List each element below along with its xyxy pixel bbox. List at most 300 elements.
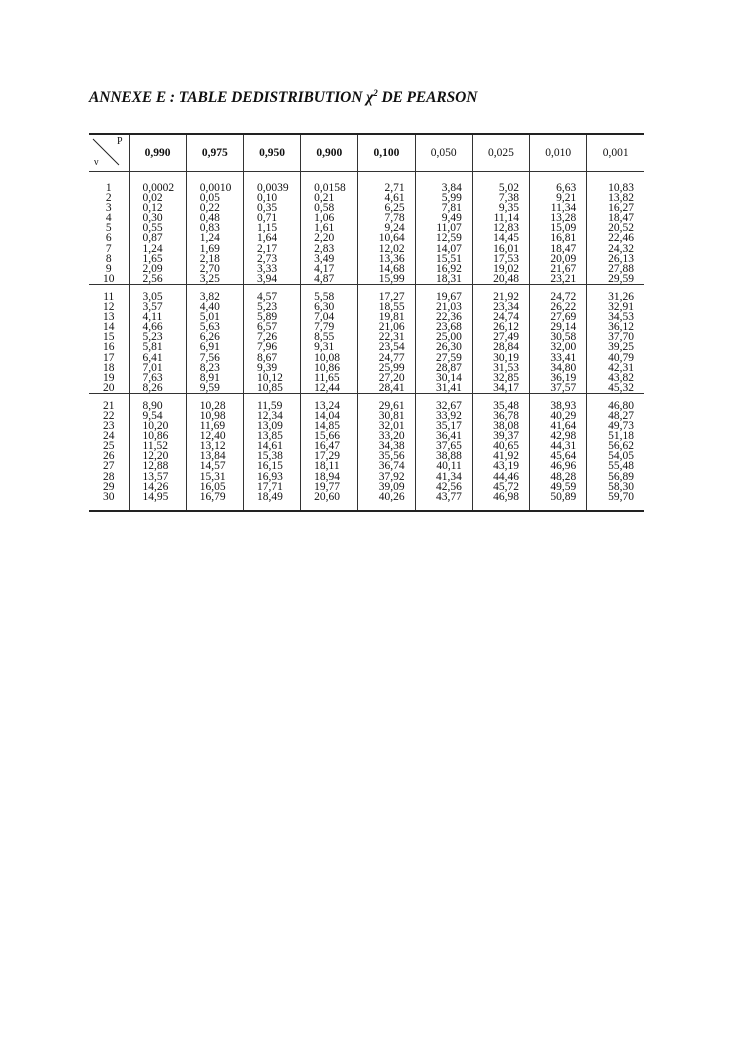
degrees-of-freedom-cell: 20 xyxy=(103,381,115,394)
table-cell: 35,17 xyxy=(415,421,472,431)
table-cell: 49,59 xyxy=(530,482,587,492)
table-cell: 12,40 xyxy=(186,431,243,441)
degrees-of-freedom-cell: 11 xyxy=(103,290,115,303)
table-cell: 7,96 xyxy=(243,342,300,352)
table-cell: 10,98 xyxy=(186,411,243,421)
table-cell: 2,09 xyxy=(129,264,186,274)
table-cell: 22,31 xyxy=(358,332,415,342)
table-cell: 1,61 xyxy=(301,223,358,233)
table-cell: 5,99 xyxy=(415,193,472,203)
chi-square-table-container xyxy=(89,133,644,594)
table-cell: 7,04 xyxy=(301,312,358,322)
table-cell: 30,19 xyxy=(472,353,529,363)
table-cell: 5,23 xyxy=(129,332,186,342)
table-cell: 32,91 xyxy=(587,302,644,312)
table-cell: 0,30 xyxy=(129,213,186,223)
table-cell: 10,86 xyxy=(129,431,186,441)
table-cell: 11,59 xyxy=(243,401,300,411)
table-cell: 21,03 xyxy=(415,302,472,312)
table-cell: 36,19 xyxy=(530,373,587,383)
table-cell: 3,25 xyxy=(186,274,243,285)
table-cell: 15,99 xyxy=(358,274,415,285)
document-title xyxy=(89,88,477,107)
table-cell: 2,83 xyxy=(301,244,358,254)
table-cell: 45,72 xyxy=(472,482,529,492)
table-cell: 30,81 xyxy=(358,411,415,421)
table-cell: 7,01 xyxy=(129,363,186,373)
table-cell: 0,87 xyxy=(129,233,186,243)
table-cell: 10,86 xyxy=(301,363,358,373)
table-cell: 0,05 xyxy=(186,193,243,203)
table-cell: 43,19 xyxy=(472,461,529,471)
table-cell: 32,85 xyxy=(472,373,529,383)
table-cell: 55,48 xyxy=(587,461,644,471)
table-cell: 16,15 xyxy=(243,461,300,471)
table-cell: 0,55 xyxy=(129,223,186,233)
table-cell: 11,65 xyxy=(301,373,358,383)
table-cell: 19,02 xyxy=(472,264,529,274)
table-cell: 35,48 xyxy=(472,401,529,411)
table-cell: 14,85 xyxy=(301,421,358,431)
table-cell: 0,10 xyxy=(243,193,300,203)
table-cell: 59,70 xyxy=(587,492,644,502)
table-cell: 11,34 xyxy=(530,203,587,213)
table-cell: 22,36 xyxy=(415,312,472,322)
table-cell: 13,82 xyxy=(587,193,644,203)
table-cell: 11,52 xyxy=(129,441,186,451)
table-cell: 23,21 xyxy=(530,274,587,285)
table-cell: 32,00 xyxy=(530,342,587,352)
table-cell: 4,11 xyxy=(129,312,186,322)
degrees-of-freedom-cell: 14 xyxy=(103,321,115,334)
table-cell: 21,67 xyxy=(530,264,587,274)
table-cell: 16,81 xyxy=(530,233,587,243)
table-cell: 27,69 xyxy=(530,312,587,322)
table-cell: 5,58 xyxy=(301,292,358,302)
table-cell: 54,05 xyxy=(587,451,644,461)
table-cell: 11,14 xyxy=(472,213,529,223)
table-cell: 16,05 xyxy=(186,482,243,492)
degrees-of-freedom-cell: 25 xyxy=(103,440,115,453)
table-cell: 28,87 xyxy=(415,363,472,373)
table-cell: 56,62 xyxy=(587,441,644,451)
chi-square-table xyxy=(89,133,644,512)
table-cell: 15,66 xyxy=(301,431,358,441)
table-cell: 3,49 xyxy=(301,254,358,264)
table-cell: 30,58 xyxy=(530,332,587,342)
table-cell: 4,87 xyxy=(301,274,358,285)
degrees-of-freedom-cell: 9 xyxy=(105,262,112,275)
table-cell: 12,59 xyxy=(415,233,472,243)
table-cell: 40,11 xyxy=(415,461,472,471)
table-cell: 1,64 xyxy=(243,233,300,243)
table-cell: 5,01 xyxy=(186,312,243,322)
degrees-of-freedom-cell: 22 xyxy=(103,409,115,422)
table-cell: 0,0039 xyxy=(243,183,300,193)
table-cell: 0,02 xyxy=(129,193,186,203)
degrees-of-freedom-cell: 18 xyxy=(103,361,115,374)
table-cell: 13,09 xyxy=(243,421,300,431)
table-cell: 8,67 xyxy=(243,353,300,363)
table-cell: 2,70 xyxy=(186,264,243,274)
table-cell: 37,65 xyxy=(415,441,472,451)
table-cell: 17,53 xyxy=(472,254,529,264)
table-cell: 7,81 xyxy=(415,203,472,213)
table-cell: 8,91 xyxy=(186,373,243,383)
table-cell: 6,57 xyxy=(243,322,300,332)
table-cell: 6,25 xyxy=(358,203,415,213)
table-cell: 38,93 xyxy=(530,401,587,411)
table-cell: 56,89 xyxy=(587,472,644,482)
table-cell: 0,71 xyxy=(243,213,300,223)
table-cell: 26,30 xyxy=(415,342,472,352)
table-cell: 31,41 xyxy=(415,383,472,394)
table-cell: 5,89 xyxy=(243,312,300,322)
table-cell: 40,65 xyxy=(472,441,529,451)
table-row xyxy=(89,274,644,285)
table-cell: 5,02 xyxy=(472,183,529,193)
table-cell: 17,27 xyxy=(358,292,415,302)
table-cell: 15,38 xyxy=(243,451,300,461)
table-cell: 24,74 xyxy=(472,312,529,322)
table-cell: 3,57 xyxy=(129,302,186,312)
header-corner-cell xyxy=(89,134,129,172)
table-cell: 10,08 xyxy=(301,353,358,363)
table-cell: 21,92 xyxy=(472,292,529,302)
table-cell: 19,77 xyxy=(301,482,358,492)
degrees-of-freedom-cell: 23 xyxy=(103,420,115,433)
table-cell: 13,57 xyxy=(129,472,186,482)
degrees-of-freedom-cell: 1 xyxy=(105,182,112,194)
table-cell: 9,24 xyxy=(358,223,415,233)
table-cell: 1,65 xyxy=(129,254,186,264)
column-header: 0,100 xyxy=(358,134,415,172)
table-cell: 34,38 xyxy=(358,441,415,451)
table-cell: 20,52 xyxy=(587,223,644,233)
table-cell: 14,26 xyxy=(129,482,186,492)
degrees-of-freedom-cell: 27 xyxy=(103,460,115,473)
degrees-of-freedom-cell: 30 xyxy=(103,490,115,503)
table-cell: 45,32 xyxy=(587,383,644,394)
table-cell: 10,83 xyxy=(587,183,644,193)
table-cell: 38,88 xyxy=(415,451,472,461)
table-cell: 12,02 xyxy=(358,244,415,254)
table-cell: 6,41 xyxy=(129,353,186,363)
title-chi-symbol: χ xyxy=(366,89,374,107)
table-cell: 0,35 xyxy=(243,203,300,213)
table-cell: 40,29 xyxy=(530,411,587,421)
column-header: 0,001 xyxy=(587,134,644,172)
table-cell: 27,49 xyxy=(472,332,529,342)
table-cell: 24,77 xyxy=(358,353,415,363)
table-cell: 18,94 xyxy=(301,472,358,482)
table-cell: 37,57 xyxy=(530,383,587,394)
table-row xyxy=(89,492,644,502)
table-cell: 27,88 xyxy=(587,264,644,274)
table-cell: 2,71 xyxy=(358,183,415,193)
table-cell: 14,61 xyxy=(243,441,300,451)
table-cell: 48,27 xyxy=(587,411,644,421)
table-cell: 20,09 xyxy=(530,254,587,264)
table-cell: 34,17 xyxy=(472,383,529,394)
table-cell: 16,93 xyxy=(243,472,300,482)
table-cell: 6,26 xyxy=(186,332,243,342)
degrees-of-freedom-cell: 24 xyxy=(103,430,115,443)
table-cell: 42,98 xyxy=(530,431,587,441)
table-cell: 5,63 xyxy=(186,322,243,332)
table-cell: 36,78 xyxy=(472,411,529,421)
table-cell: 9,31 xyxy=(301,342,358,352)
table-cell: 36,41 xyxy=(415,431,472,441)
degrees-of-freedom-cell: 6 xyxy=(105,232,112,245)
table-cell: 17,29 xyxy=(301,451,358,461)
table-cell: 9,35 xyxy=(472,203,529,213)
title-suffix: DE PEARSON xyxy=(377,89,478,107)
table-cell: 29,61 xyxy=(358,401,415,411)
table-cell: 0,0002 xyxy=(129,183,186,193)
table-cell: 4,61 xyxy=(358,193,415,203)
table-cell: 13,12 xyxy=(186,441,243,451)
table-cell: 10,64 xyxy=(358,233,415,243)
table-cell: 10,28 xyxy=(186,401,243,411)
table-cell: 0,21 xyxy=(301,193,358,203)
table-cell: 2,20 xyxy=(301,233,358,243)
table-cell: 15,09 xyxy=(530,223,587,233)
table-body xyxy=(89,172,644,511)
table-cell: 32,01 xyxy=(358,421,415,431)
degrees-of-freedom-cell: 29 xyxy=(103,480,115,493)
table-cell: 24,32 xyxy=(587,244,644,254)
table-cell: 10,12 xyxy=(243,373,300,383)
table-cell: 51,18 xyxy=(587,431,644,441)
table-cell: 26,13 xyxy=(587,254,644,264)
table-cell: 46,80 xyxy=(587,401,644,411)
table-cell: 4,66 xyxy=(129,322,186,332)
table-cell: 28,41 xyxy=(358,383,415,394)
table-cell: 39,09 xyxy=(358,482,415,492)
degrees-of-freedom-cell: 15 xyxy=(103,331,115,344)
table-cell: 6,30 xyxy=(301,302,358,312)
corner-nu-label: ν xyxy=(94,156,99,168)
degrees-of-freedom-cell: 5 xyxy=(105,222,112,235)
table-cell: 12,83 xyxy=(472,223,529,233)
table-cell: 5,23 xyxy=(243,302,300,312)
table-cell: 14,95 xyxy=(129,492,186,502)
degrees-of-freedom-cell: 8 xyxy=(105,252,112,265)
table-cell: 31,53 xyxy=(472,363,529,373)
table-cell: 16,01 xyxy=(472,244,529,254)
table-cell: 13,24 xyxy=(301,401,358,411)
table-cell: 43,82 xyxy=(587,373,644,383)
table-cell: 3,33 xyxy=(243,264,300,274)
table-cell: 46,98 xyxy=(472,492,529,502)
table-cell: 10,85 xyxy=(243,383,300,394)
corner-p-label: P xyxy=(116,136,123,147)
degrees-of-freedom-cell: 3 xyxy=(105,202,112,215)
table-cell: 22,46 xyxy=(587,233,644,243)
table-cell: 7,38 xyxy=(472,193,529,203)
table-cell: 8,55 xyxy=(301,332,358,342)
table-cell: 32,67 xyxy=(415,401,472,411)
table-cell: 6,91 xyxy=(186,342,243,352)
table-cell: 0,83 xyxy=(186,223,243,233)
table-cell: 30,14 xyxy=(415,373,472,383)
table-cell: 18,47 xyxy=(530,244,587,254)
table-cell: 14,45 xyxy=(472,233,529,243)
table-cell: 33,20 xyxy=(358,431,415,441)
table-cell: 23,54 xyxy=(358,342,415,352)
table-cell: 0,22 xyxy=(186,203,243,213)
table-cell: 39,37 xyxy=(472,431,529,441)
table-cell: 13,28 xyxy=(530,213,587,223)
table-cell: 1,06 xyxy=(301,213,358,223)
table-cell: 42,56 xyxy=(415,482,472,492)
table-cell: 16,27 xyxy=(587,203,644,213)
degrees-of-freedom-cell: 19 xyxy=(103,371,115,384)
degrees-of-freedom-cell: 12 xyxy=(103,301,115,314)
column-header: 0,010 xyxy=(530,134,587,172)
title-prefix: ANNEXE E : TABLE DEDISTRIBUTION xyxy=(89,89,367,107)
table-row xyxy=(89,383,644,394)
table-cell: 20,60 xyxy=(301,492,358,502)
table-cell: 2,73 xyxy=(243,254,300,264)
table-cell: 26,12 xyxy=(472,322,529,332)
table-cell: 43,77 xyxy=(415,492,472,502)
table-cell: 7,26 xyxy=(243,332,300,342)
table-cell: 8,90 xyxy=(129,401,186,411)
table-cell: 35,56 xyxy=(358,451,415,461)
table-cell: 16,79 xyxy=(186,492,243,502)
table-cell: 26,22 xyxy=(530,302,587,312)
table-cell: 9,59 xyxy=(186,383,243,394)
table-cell: 15,31 xyxy=(186,472,243,482)
table-cell: 41,92 xyxy=(472,451,529,461)
table-cell: 9,21 xyxy=(530,193,587,203)
table-cell: 49,73 xyxy=(587,421,644,431)
table-cell: 41,64 xyxy=(530,421,587,431)
table-cell: 20,48 xyxy=(472,274,529,285)
table-cell: 41,34 xyxy=(415,472,472,482)
table-cell: 12,88 xyxy=(129,461,186,471)
table-cell: 9,54 xyxy=(129,411,186,421)
table-cell: 31,26 xyxy=(587,292,644,302)
column-header: 0,900 xyxy=(301,134,358,172)
group-spacer xyxy=(89,502,644,511)
table-header-row xyxy=(89,134,644,172)
table-cell: 2,18 xyxy=(186,254,243,264)
table-cell: 7,79 xyxy=(301,322,358,332)
column-header: 0,050 xyxy=(415,134,472,172)
table-cell: 25,00 xyxy=(415,332,472,342)
table-cell: 16,92 xyxy=(415,264,472,274)
degrees-of-freedom-cell: 10 xyxy=(103,272,115,285)
table-cell: 37,92 xyxy=(358,472,415,482)
column-header: 0,025 xyxy=(472,134,529,172)
table-cell: 36,12 xyxy=(587,322,644,332)
table-cell: 12,20 xyxy=(129,451,186,461)
table-cell: 27,59 xyxy=(415,353,472,363)
table-cell: 25,99 xyxy=(358,363,415,373)
table-cell: 7,63 xyxy=(129,373,186,383)
table-cell: 1,24 xyxy=(129,244,186,254)
table-cell: 18,55 xyxy=(358,302,415,312)
table-cell: 48,28 xyxy=(530,472,587,482)
table-cell: 1,69 xyxy=(186,244,243,254)
table-cell: 28,84 xyxy=(472,342,529,352)
table-cell: 44,46 xyxy=(472,472,529,482)
table-cell: 24,72 xyxy=(530,292,587,302)
table-cell: 14,57 xyxy=(186,461,243,471)
table-cell: 13,85 xyxy=(243,431,300,441)
degrees-of-freedom-cell: 13 xyxy=(103,311,115,324)
table-cell: 40,26 xyxy=(358,492,415,502)
table-cell: 18,49 xyxy=(243,492,300,502)
table-cell: 23,68 xyxy=(415,322,472,332)
table-cell: 7,78 xyxy=(358,213,415,223)
table-cell: 0,12 xyxy=(129,203,186,213)
table-cell: 11,69 xyxy=(186,421,243,431)
table-cell: 19,81 xyxy=(358,312,415,322)
table-cell: 17,71 xyxy=(243,482,300,492)
degrees-of-freedom-cell: 16 xyxy=(103,341,115,354)
degrees-of-freedom-cell: 17 xyxy=(103,351,115,364)
table-cell: 8,26 xyxy=(129,383,186,394)
table-cell: 37,70 xyxy=(587,332,644,342)
table-cell: 18,11 xyxy=(301,461,358,471)
table-cell: 36,74 xyxy=(358,461,415,471)
table-cell: 14,68 xyxy=(358,264,415,274)
table-cell: 10,20 xyxy=(129,421,186,431)
table-cell: 8,23 xyxy=(186,363,243,373)
table-cell: 38,08 xyxy=(472,421,529,431)
table-cell: 13,84 xyxy=(186,451,243,461)
table-cell: 34,80 xyxy=(530,363,587,373)
table-cell: 33,92 xyxy=(415,411,472,421)
title-chi-exponent: 2 xyxy=(373,88,378,98)
table-cell: 2,17 xyxy=(243,244,300,254)
table-cell: 18,47 xyxy=(587,213,644,223)
table-cell: 3,84 xyxy=(415,183,472,193)
degrees-of-freedom-cell: 7 xyxy=(105,242,112,255)
table-cell: 46,96 xyxy=(530,461,587,471)
table-cell: 3,94 xyxy=(243,274,300,285)
table-cell: 0,58 xyxy=(301,203,358,213)
table-cell: 29,14 xyxy=(530,322,587,332)
table-cell: 14,04 xyxy=(301,411,358,421)
table-cell: 5,81 xyxy=(129,342,186,352)
table-cell: 16,47 xyxy=(301,441,358,451)
table-cell: 29,59 xyxy=(587,274,644,285)
column-header: 0,975 xyxy=(186,134,243,172)
degrees-of-freedom-cell: 4 xyxy=(105,212,112,225)
table-cell: 3,82 xyxy=(186,292,243,302)
table-cell: 34,53 xyxy=(587,312,644,322)
table-cell: 4,40 xyxy=(186,302,243,312)
table-cell: 40,79 xyxy=(587,353,644,363)
table-cell: 11,07 xyxy=(415,223,472,233)
degrees-of-freedom-cell: 21 xyxy=(103,399,115,412)
table-cell: 0,48 xyxy=(186,213,243,223)
table-cell: 12,44 xyxy=(301,383,358,394)
table-cell: 1,24 xyxy=(186,233,243,243)
table-cell: 44,31 xyxy=(530,441,587,451)
table-cell: 45,64 xyxy=(530,451,587,461)
table-cell: 15,51 xyxy=(415,254,472,264)
degrees-of-freedom-cell: 26 xyxy=(103,450,115,463)
table-row xyxy=(89,342,644,352)
table-cell: 0,0010 xyxy=(186,183,243,193)
table-cell: 23,34 xyxy=(472,302,529,312)
